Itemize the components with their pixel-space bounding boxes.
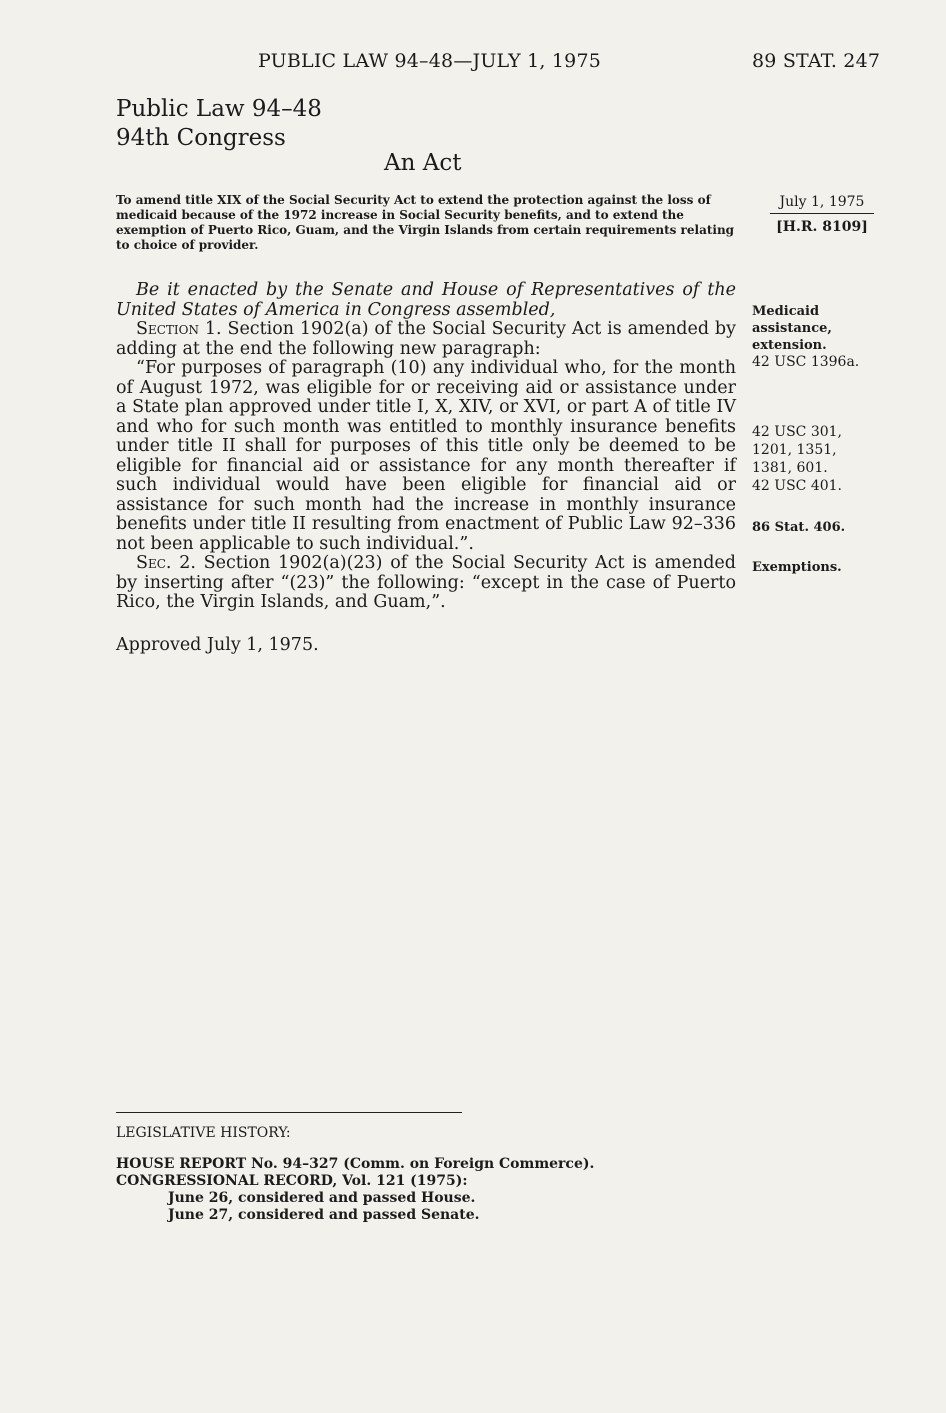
- side-note-usc-refs: [752, 423, 842, 495]
- law-title-block: [116, 95, 322, 153]
- record-entry: June 27, considered and passed Senate.: [168, 1207, 480, 1223]
- section-1: [116, 320, 736, 359]
- house-report: HOUSE REPORT No. 94–327 (Comm. on Foreign Commerce).: [116, 1156, 595, 1172]
- act-title: An Act: [384, 150, 462, 176]
- side-note-medicaid: [752, 303, 859, 371]
- side-note-line: 42 USC 401.: [752, 478, 842, 494]
- congressional-record: CONGRESSIONAL RECORD, Vol. 121 (1975):: [116, 1173, 468, 1189]
- record-entry: June 26, considered and passed House.: [168, 1190, 476, 1206]
- section-1-text: Section 1902(a) of the Social Security Act is amended by adding at the end the following new paragraph:: [116, 319, 737, 359]
- section-2-label: Sec. 2.: [136, 553, 196, 573]
- side-note-line: Medicaid: [752, 304, 820, 319]
- side-note-stat: 86 Stat. 406.: [752, 520, 846, 535]
- margin-date-block: [770, 192, 874, 237]
- approved-line: Approved July 1, 1975.: [116, 635, 319, 655]
- side-note-line: 1201, 1351,: [752, 442, 837, 458]
- side-note-line: assistance,: [752, 321, 832, 336]
- section-1-quoted-paragraph: “For purposes of paragraph (10) any individual who, for the month of August 1972, was eligible for or receiving aid or assistance under a State plan approved under title I, X, XIV, or XVI, or part A of title IV and who for such month was entitled to monthly insurance benefits under title II shall for purposes of this title only be deemed to be eligible for financial aid or assistance for any month thereafter if such individual would have been eligible for financial aid or assistance for such month had the increase in monthly insurance benefits under title II resulting from enactment of Public Law 92–336 not been applicable to such individual.”.: [116, 358, 736, 554]
- legislative-history: [116, 1125, 594, 1224]
- legislative-history-heading: LEGISLATIVE HISTORY:: [116, 1125, 291, 1141]
- divider-rule: [116, 1112, 462, 1113]
- side-note-line: 42 USC 301,: [752, 424, 842, 440]
- running-head: PUBLIC LAW 94–48—JULY 1, 1975: [258, 50, 602, 72]
- section-2: [116, 554, 736, 613]
- section-2-text: Section 1902(a)(23) of the Social Security Act is amended by inserting after “(23)” the following: “except in the case of Puerto Rico, the Virgin Islands, and Guam,”.: [116, 553, 736, 612]
- side-note-line: extension.: [752, 338, 827, 353]
- approval-date: July 1, 1975: [770, 192, 874, 214]
- side-note-exemptions: Exemptions.: [752, 560, 842, 575]
- congress-number: 94th Congress: [116, 125, 286, 151]
- stat-reference: 89 STAT. 247: [752, 50, 881, 72]
- long-title: To amend title XIX of the Social Security Act to extend the protection against the loss of medicaid because of the 1972 increase in Social Security benefits, and to extend the exemption of Puerto Rico, Guam, and the Virgin Islands from certain requirements relating to choice of provider.: [116, 193, 735, 252]
- act-body: [116, 281, 736, 613]
- bill-number: [H.R. 8109]: [776, 219, 868, 235]
- enacting-clause: Be it enacted by the Senate and House of Representatives of the United States of America in Congress assembled,: [116, 280, 736, 320]
- side-note-line: 42 USC 1396a.: [752, 354, 860, 370]
- side-note-line: 1381, 601.: [752, 460, 828, 476]
- section-1-label: Section 1.: [136, 319, 222, 339]
- law-number: Public Law 94–48: [116, 96, 322, 122]
